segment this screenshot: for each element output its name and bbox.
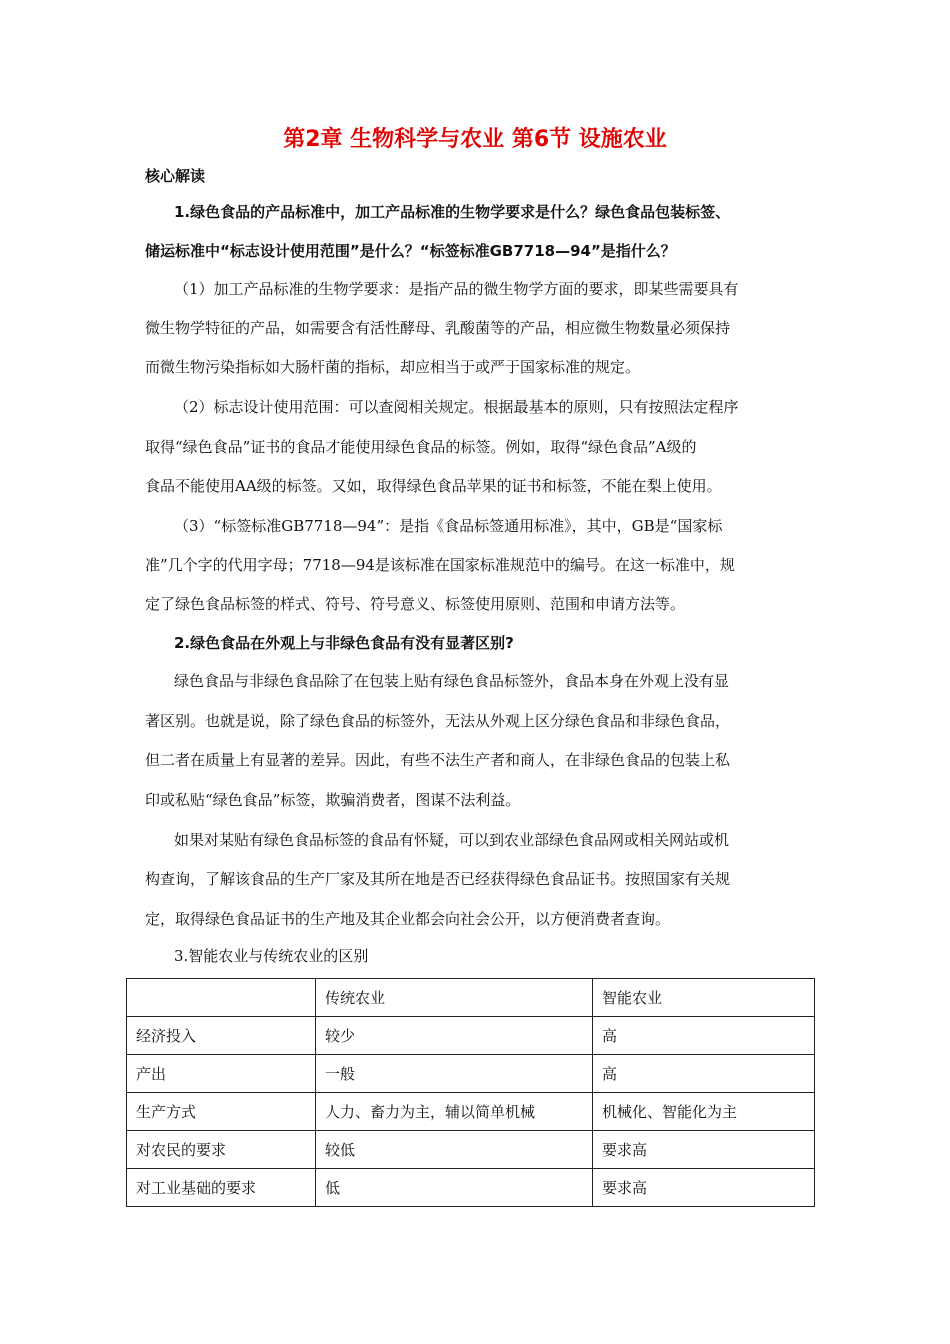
comparison-table	[126, 978, 815, 1207]
table-cell: 人力、畜力为主，辅以简单机械	[316, 1093, 593, 1131]
table-header-row	[127, 979, 815, 1017]
paragraph-line: 微生物学特征的产品，如需要含有活性酵母、乳酸菌等的产品，相应微生物数量必须保持	[145, 319, 731, 337]
table-cell	[127, 979, 316, 1017]
section-heading: 核心解读	[145, 167, 206, 185]
paragraph-line: 构查询，了解该食品的生产厂家及其所在地是否已经获得绿色食品证书。按照国家有关规	[145, 870, 731, 888]
paragraph-line: （1）加工产品标准的生物学要求：是指产品的微生物学方面的要求，即某些需要具有	[174, 280, 739, 298]
paragraph-line: 准”几个字的代用字母；7718—94是该标准在国家标准规范中的编号。在这一标准中，规	[145, 556, 735, 574]
paragraph-line: 食品不能使用AA级的标签。又如，取得绿色食品苹果的证书和标签，不能在梨上使用。	[145, 477, 722, 495]
paragraph-line: 绿色食品与非绿色食品除了在包装上贴有绿色食品标签外，食品本身在外观上没有显	[174, 672, 730, 690]
table-row	[127, 1169, 815, 1207]
table-cell: 经济投入	[127, 1017, 316, 1055]
paragraph-line: 定了绿色食品标签的样式、符号、符号意义、标签使用原则、范围和申请方法等。	[145, 595, 686, 613]
table-cell: 对工业基础的要求	[127, 1169, 316, 1207]
paragraph-line: （2）标志设计使用范围：可以查阅相关规定。根据最基本的原则，只有按照法定程序	[174, 398, 739, 416]
paragraph-line: 取得“绿色食品”证书的食品才能使用绿色食品的标签。例如，取得“绿色食品”A级的	[145, 438, 697, 456]
table-cell: 低	[316, 1169, 593, 1207]
paragraph-line: 定，取得绿色食品证书的生产地及其企业都会向社会公开，以方便消费者查询。	[145, 910, 671, 928]
table-cell: 一般	[316, 1055, 593, 1093]
question-2: 2.绿色食品在外观上与非绿色食品有没有显著区别?	[174, 634, 514, 652]
table-cell: 要求高	[593, 1131, 815, 1169]
paragraph-line: 印或私贴“绿色食品”标签，欺骗消费者，图谋不法利益。	[145, 791, 521, 809]
table-cell: 生产方式	[127, 1093, 316, 1131]
question-1-line: 1.绿色食品的产品标准中，加工产品标准的生物学要求是什么？绿色食品包装标签、	[174, 203, 731, 221]
table-header-cell: 传统农业	[316, 979, 593, 1017]
table-header-cell: 智能农业	[593, 979, 815, 1017]
paragraph-line: 如果对某贴有绿色食品标签的食品有怀疑，可以到农业部绿色食品网或相关网站或机	[174, 831, 730, 849]
question-3: 3.智能农业与传统农业的区别	[174, 947, 369, 965]
table-cell: 高	[593, 1055, 815, 1093]
table-row	[127, 1055, 815, 1093]
table-cell: 要求高	[593, 1169, 815, 1207]
table-cell: 较低	[316, 1131, 593, 1169]
question-1-line: 储运标准中“标志设计使用范围”是什么？“标签标准GB7718—94”是指什么？	[145, 242, 676, 260]
table-cell: 产出	[127, 1055, 316, 1093]
table-cell: 对农民的要求	[127, 1131, 316, 1169]
paragraph-line: 著区别。也就是说，除了绿色食品的标签外，无法从外观上区分绿色食品和非绿色食品，	[145, 712, 731, 730]
paragraph-line: 而微生物污染指标如大肠杆菌的指标，却应相当于或严于国家标准的规定。	[145, 358, 641, 376]
table-cell: 高	[593, 1017, 815, 1055]
paragraph-line: （3）“标签标准GB7718—94”：是指《食品标签通用标准》，其中，GB是“国家标	[174, 517, 723, 535]
page-title: 第2章 生物科学与农业 第6节 设施农业	[283, 127, 667, 152]
table-cell: 机械化、智能化为主	[593, 1093, 815, 1131]
paragraph-line: 但二者在质量上有显著的差异。因此，有些不法生产者和商人，在非绿色食品的包装上私	[145, 751, 731, 769]
table-row	[127, 1093, 815, 1131]
table-cell: 较少	[316, 1017, 593, 1055]
table-row	[127, 1131, 815, 1169]
table-row	[127, 1017, 815, 1055]
